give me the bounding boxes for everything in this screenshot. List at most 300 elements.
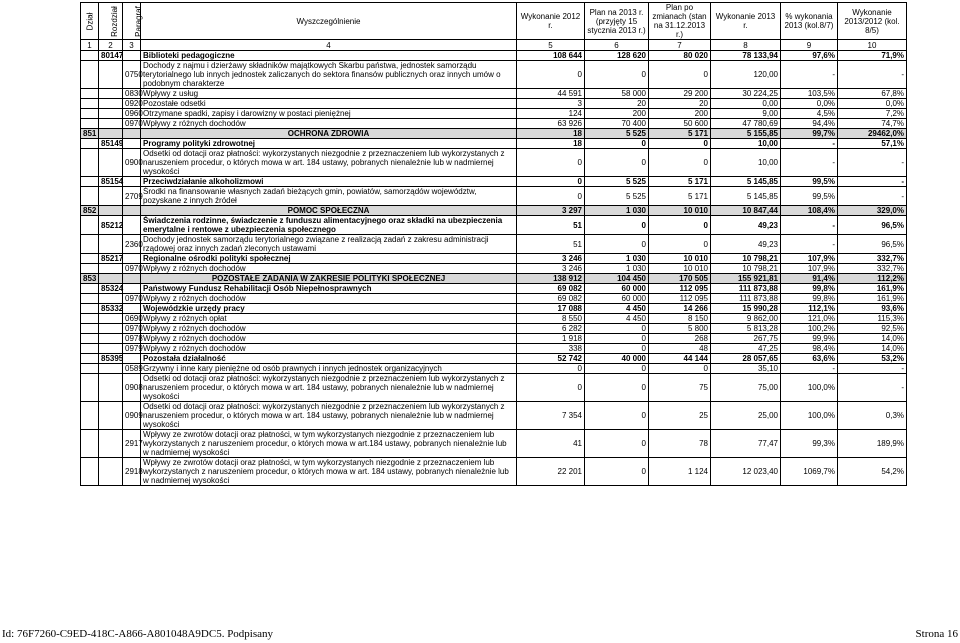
cell-dzial [81,374,99,402]
table-row [81,324,907,334]
cell-value: 10,00 [711,149,781,177]
table-row [81,430,907,458]
cell-description: Odsetki od dotacji oraz płatności: wykorzystanych niezgodnie z przeznaczeniem lub wykorzystanych z naruszeniem procedur, o których mowa w art. 184 ustawy, pobranych nienależnie lub w nadmiernej wysokości [141,149,517,177]
cell-paragraf: 0908 [123,374,141,402]
cell-value: 0 [649,235,711,254]
cell-rozdzial [99,109,123,119]
cell-value: 92,5% [838,324,907,334]
cell-rozdzial [99,119,123,129]
cell-paragraf: 0920 [123,99,141,109]
cell-value: 30 224,25 [711,89,781,99]
table-row [81,274,907,284]
table-row [81,364,907,374]
cell-value: 4,5% [781,109,838,119]
cell-description: Wpływy ze zwrotów dotacji oraz płatności, w tym wykorzystanych niezgodnie z przeznaczeniem lub wykorzystanych z naruszeniem procedur, o których mowa w art.184 ustawy, pobranych nienależnie lub w nadmiernej wysokości [141,430,517,458]
cell-value: 107,9% [781,264,838,274]
cell-value: 0 [517,177,585,187]
cell-value: 3 246 [517,264,585,274]
cell-value: 104 450 [585,274,649,284]
cell-value: 6 282 [517,324,585,334]
cell-value: 41 [517,430,585,458]
cell-rozdzial: 85324 [99,284,123,294]
cell-rozdzial: 85154 [99,177,123,187]
cell-dzial [81,430,99,458]
cell-value: 1 030 [585,264,649,274]
cell-value: 200 [585,109,649,119]
table-row [81,51,907,61]
table-row [81,139,907,149]
cell-value: 107,9% [781,254,838,264]
cell-value: 189,9% [838,430,907,458]
cell-dzial [81,61,99,89]
table-row [81,344,907,354]
cell-description: Wpływy z różnych dochodów [141,119,517,129]
cell-paragraf [123,216,141,235]
cell-paragraf [123,274,141,284]
cell-value: - [838,374,907,402]
cell-value: 28 057,65 [711,354,781,364]
cell-value: 49,23 [711,235,781,254]
column-number: 4 [141,40,517,51]
cell-rozdzial [99,364,123,374]
cell-description: Przeciwdziałanie alkoholizmowi [141,177,517,187]
cell-rozdzial [99,61,123,89]
cell-value: 161,9% [838,284,907,294]
cell-paragraf [123,304,141,314]
cell-value: 0 [649,149,711,177]
cell-paragraf: 0960 [123,109,141,119]
cell-value: 5 155,85 [711,129,781,139]
cell-value: 40 000 [585,354,649,364]
cell-value: 0 [649,61,711,89]
cell-value: 99,9% [781,334,838,344]
cell-value: 7,2% [838,109,907,119]
cell-description: Środki na finansowanie własnych zadań bieżących gmin, powiatów, samorządów województw, pozyskane z innych źródeł [141,187,517,206]
cell-paragraf: 0690 [123,314,141,324]
cell-paragraf: 0830 [123,89,141,99]
column-number: 10 [838,40,907,51]
cell-value: 112 095 [649,294,711,304]
cell-paragraf [123,254,141,264]
budget-table [80,2,907,486]
cell-value: 18 [517,129,585,139]
cell-value: 111 873,88 [711,294,781,304]
table-row [81,99,907,109]
cell-value: 10 847,44 [711,206,781,216]
cell-paragraf: 0909 [123,402,141,430]
table-row [81,89,907,99]
cell-value: 0 [585,374,649,402]
cell-value: 99,8% [781,294,838,304]
cell-dzial [81,304,99,314]
cell-rozdzial [99,402,123,430]
cell-value: 67,8% [838,89,907,99]
col-header-plan2013: Plan na 2013 r. (przyjęty 15 stycznia 2013 r.) [585,3,649,40]
cell-value: 121,0% [781,314,838,324]
cell-value: 78 133,94 [711,51,781,61]
cell-value: 100,0% [781,402,838,430]
cell-value: 5 145,85 [711,177,781,187]
cell-value: 12 023,40 [711,458,781,486]
cell-dzial [81,354,99,364]
cell-value: - [838,149,907,177]
cell-value: 69 082 [517,284,585,294]
cell-rozdzial [99,274,123,284]
cell-rozdzial [99,344,123,354]
cell-value: 3 246 [517,254,585,264]
cell-value: 0 [585,235,649,254]
cell-value: 57,1% [838,139,907,149]
cell-rozdzial: 85149 [99,139,123,149]
col-header-wyk1312: Wykonanie 2013/2012 (kol. 8/5) [838,3,907,40]
cell-value: 29462,0% [838,129,907,139]
cell-value: 51 [517,235,585,254]
table-row [81,216,907,235]
cell-value: 112,1% [781,304,838,314]
cell-dzial [81,334,99,344]
cell-dzial: 853 [81,274,99,284]
cell-rozdzial: 85217 [99,254,123,264]
cell-value: 0 [585,139,649,149]
cell-value: 0 [585,344,649,354]
col-header-paragraf: Paragraf [123,3,141,40]
cell-dzial [81,99,99,109]
cell-paragraf [123,284,141,294]
cell-value: 51 [517,216,585,235]
cell-description: Wpływy z różnych dochodów [141,334,517,344]
cell-value: 0,3% [838,402,907,430]
header-row [81,3,907,40]
table-row [81,235,907,254]
cell-dzial [81,119,99,129]
table-body [81,51,907,486]
table-row [81,304,907,314]
cell-value: 58 000 [585,89,649,99]
cell-paragraf: 2709 [123,187,141,206]
cell-dzial [81,139,99,149]
table-row [81,402,907,430]
cell-value: 70 400 [585,119,649,129]
cell-description: Wojewódzkie urzędy pracy [141,304,517,314]
cell-dzial: 852 [81,206,99,216]
cell-paragraf [123,206,141,216]
cell-description: Odsetki od dotacji oraz płatności: wykorzystanych niezgodnie z przeznaczeniem lub wykorzystanych z naruszeniem procedur, o których mowa w art. 184 ustawy, pobranych nienależnie lub w nadmiernej wysokości [141,402,517,430]
cell-value: 0 [649,216,711,235]
cell-value: 8 550 [517,314,585,324]
cell-value: - [781,364,838,374]
cell-value: 267,75 [711,334,781,344]
page-number: Strona 16 [915,628,958,640]
cell-value: - [838,364,907,374]
table-row [81,354,907,364]
cell-description: Wpływy z różnych dochodów [141,344,517,354]
cell-value: 5 800 [649,324,711,334]
cell-value: 10 798,21 [711,264,781,274]
cell-value: - [781,139,838,149]
cell-description: Wpływy z różnych dochodów [141,264,517,274]
cell-dzial: 851 [81,129,99,139]
cell-value: 4 450 [585,304,649,314]
cell-value: 54,2% [838,458,907,486]
cell-value: 5 171 [649,177,711,187]
cell-value: 14,0% [838,344,907,354]
cell-value: 10 010 [649,264,711,274]
cell-value: 60 000 [585,294,649,304]
cell-value: 0 [517,149,585,177]
cell-value: 1069,7% [781,458,838,486]
cell-value: 155 921,81 [711,274,781,284]
cell-value: 111 873,88 [711,284,781,294]
cell-value: 99,3% [781,430,838,458]
cell-dzial [81,264,99,274]
cell-value: 0 [585,430,649,458]
cell-value: 10 010 [649,254,711,264]
col-header-wyszczegolnienie: Wyszczególnienie [141,3,517,40]
cell-value: 69 082 [517,294,585,304]
cell-description: Wpływy z różnych dochodów [141,324,517,334]
cell-value: 4 450 [585,314,649,324]
cell-dzial [81,149,99,177]
cell-value: 8 150 [649,314,711,324]
cell-value: 200 [649,109,711,119]
table-row [81,284,907,294]
column-number: 9 [781,40,838,51]
column-number: 3 [123,40,141,51]
cell-value: 44 144 [649,354,711,364]
cell-description: Wpływy z różnych opłat [141,314,517,324]
cell-value: 0,0% [838,99,907,109]
cell-value: 3 297 [517,206,585,216]
cell-value: 53,2% [838,354,907,364]
cell-paragraf: 0589 [123,364,141,374]
cell-dzial [81,402,99,430]
cell-rozdzial [99,374,123,402]
cell-value: 0 [585,364,649,374]
cell-rozdzial [99,206,123,216]
cell-description: Grzywny i inne kary pieniężne od osób prawnych i innych jednostek organizacyjnych [141,364,517,374]
cell-value: 44 591 [517,89,585,99]
cell-value: 99,7% [781,129,838,139]
cell-value: 0 [585,334,649,344]
cell-value: 29 200 [649,89,711,99]
cell-rozdzial [99,235,123,254]
cell-description: Wpływy ze zwrotów dotacji oraz płatności, w tym wykorzystanych niezgodnie z przeznaczeniem lub wykorzystanych z naruszeniem procedur, o których mowa w art. 184 ustawy, pobranych nienależnie lub w nadmiernej wysokości [141,458,517,486]
cell-dzial [81,109,99,119]
cell-value: 3 [517,99,585,109]
cell-value: 115,3% [838,314,907,324]
cell-value: 5 525 [585,177,649,187]
cell-value: 120,00 [711,61,781,89]
cell-value: 35,10 [711,364,781,374]
col-header-wyk2013: Wykonanie 2013 r. [711,3,781,40]
cell-value: 10,00 [711,139,781,149]
cell-value: - [781,149,838,177]
cell-value: 338 [517,344,585,354]
cell-value: 97,6% [781,51,838,61]
cell-value: 0 [517,187,585,206]
cell-description: Dochody jednostek samorządu terytorialnego związane z realizacją zadań z zakresu administracji rządowej oraz innych zadań zleconych ustawami [141,235,517,254]
cell-value: 0 [585,324,649,334]
cell-dzial [81,324,99,334]
cell-value: 63,6% [781,354,838,364]
cell-value: 78 [649,430,711,458]
cell-rozdzial [99,324,123,334]
cell-paragraf: 0750 [123,61,141,89]
cell-rozdzial [99,129,123,139]
column-number: 2 [99,40,123,51]
cell-rozdzial [99,89,123,99]
table-row [81,149,907,177]
cell-paragraf: 0900 [123,149,141,177]
column-numbers-row [81,40,907,51]
cell-dzial [81,89,99,99]
cell-value: 5 171 [649,187,711,206]
cell-value: 20 [585,99,649,109]
cell-value: 52 742 [517,354,585,364]
cell-rozdzial [99,430,123,458]
cell-rozdzial [99,187,123,206]
cell-value: 60 000 [585,284,649,294]
cell-dzial [81,216,99,235]
cell-value: 0 [585,61,649,89]
cell-description: Odsetki od dotacji oraz płatności: wykorzystanych niezgodnie z przeznaczeniem lub wykorzystanych z naruszeniem procedur, o których mowa w art. 184 ustawy, pobranych nienależnie lub w nadmiernej wysokości [141,374,517,402]
table-row [81,294,907,304]
cell-value: 96,5% [838,216,907,235]
cell-value: 0 [649,364,711,374]
col-header-pct: % wykonania 2013 (kol.8/7) [781,3,838,40]
cell-value: 74,7% [838,119,907,129]
cell-rozdzial [99,314,123,324]
cell-value: 0 [585,458,649,486]
cell-value: 7 354 [517,402,585,430]
cell-description: Pozostała działalność [141,354,517,364]
table-row [81,61,907,89]
cell-dzial [81,458,99,486]
cell-value: 0 [649,139,711,149]
cell-value: 25,00 [711,402,781,430]
cell-paragraf: 0970 [123,119,141,129]
cell-value: 22 201 [517,458,585,486]
cell-value: 75 [649,374,711,402]
table-row [81,187,907,206]
cell-value: 25 [649,402,711,430]
cell-value: - [838,61,907,89]
cell-value: 268 [649,334,711,344]
cell-description: Biblioteki pedagogiczne [141,51,517,61]
cell-value: 99,8% [781,284,838,294]
cell-dzial [81,284,99,294]
cell-value: 5 525 [585,129,649,139]
cell-value: 93,6% [838,304,907,314]
table-row [81,206,907,216]
cell-dzial [81,314,99,324]
col-header-wyk2012: Wykonanie 2012 r. [517,3,585,40]
cell-rozdzial [99,149,123,177]
cell-value: 10 798,21 [711,254,781,264]
cell-dzial [81,254,99,264]
cell-value: 108,4% [781,206,838,216]
cell-paragraf: 0978 [123,334,141,344]
cell-description: Świadczenia rodzinne, świadczenie z funduszu alimentacyjnego oraz składki na ubezpieczenia emerytalne i rentowe z ubezpieczenia społecznego [141,216,517,235]
cell-dzial [81,344,99,354]
cell-value: 128 620 [585,51,649,61]
cell-value: 0,0% [781,99,838,109]
cell-value: 94,4% [781,119,838,129]
cell-rozdzial [99,334,123,344]
cell-value: 96,5% [838,235,907,254]
cell-value: 0,00 [711,99,781,109]
cell-dzial [81,51,99,61]
cell-value: 100,2% [781,324,838,334]
cell-value: 0 [585,402,649,430]
cell-dzial [81,294,99,304]
cell-description: POZOSTAŁE ZADANIA W ZAKRESIE POLITYKI SPOŁECZNEJ [141,274,517,284]
cell-value: 80 020 [649,51,711,61]
cell-description: Dochody z najmu i dzierżawy składników majątkowych Skarbu państwa, jednostek samorządu terytorialnego lub innych jednostek zaliczanych do sektora finansów publicznych oraz innych umów o podobnym charakterze [141,61,517,89]
cell-value: - [781,216,838,235]
cell-value: 100,0% [781,374,838,402]
column-number: 8 [711,40,781,51]
cell-value: 9,00 [711,109,781,119]
cell-value: 124 [517,109,585,119]
cell-rozdzial [99,458,123,486]
cell-paragraf [123,139,141,149]
budget-table-sheet [80,2,906,486]
cell-description: Otrzymane spadki, zapisy i darowizny w postaci pieniężnej [141,109,517,119]
cell-value: 99,5% [781,177,838,187]
document-id: Id: 76F7260-C9ED-418C-A866-A801048A9DC5. Podpisany [2,628,274,640]
cell-value: 138 912 [517,274,585,284]
table-row [81,374,907,402]
cell-value: 1 918 [517,334,585,344]
cell-paragraf [123,177,141,187]
cell-paragraf: 2918 [123,458,141,486]
cell-value: 47 780,69 [711,119,781,129]
cell-value: 329,0% [838,206,907,216]
cell-value: 112 095 [649,284,711,294]
cell-value: 71,9% [838,51,907,61]
cell-paragraf [123,354,141,364]
cell-value: 1 030 [585,254,649,264]
cell-paragraf: 0979 [123,344,141,354]
cell-rozdzial: 85395 [99,354,123,364]
cell-paragraf [123,129,141,139]
cell-value: 47,25 [711,344,781,354]
cell-dzial [81,235,99,254]
cell-value: 14,0% [838,334,907,344]
cell-description: Pozostałe odsetki [141,99,517,109]
cell-rozdzial [99,99,123,109]
cell-rozdzial: 80147 [99,51,123,61]
cell-rozdzial [99,264,123,274]
table-row [81,314,907,324]
cell-value: - [838,187,907,206]
cell-value: 0 [585,149,649,177]
cell-paragraf: 0970 [123,294,141,304]
cell-value: 108 644 [517,51,585,61]
cell-value: 0 [585,216,649,235]
cell-rozdzial [99,294,123,304]
table-row [81,129,907,139]
cell-value: 75,00 [711,374,781,402]
cell-value: - [838,177,907,187]
cell-description: Państwowy Fundusz Rehabilitacji Osób Niepełnosprawnych [141,284,517,294]
cell-value: 17 088 [517,304,585,314]
column-number: 7 [649,40,711,51]
column-number: 1 [81,40,99,51]
cell-value: 103,5% [781,89,838,99]
cell-rozdzial: 85332 [99,304,123,314]
